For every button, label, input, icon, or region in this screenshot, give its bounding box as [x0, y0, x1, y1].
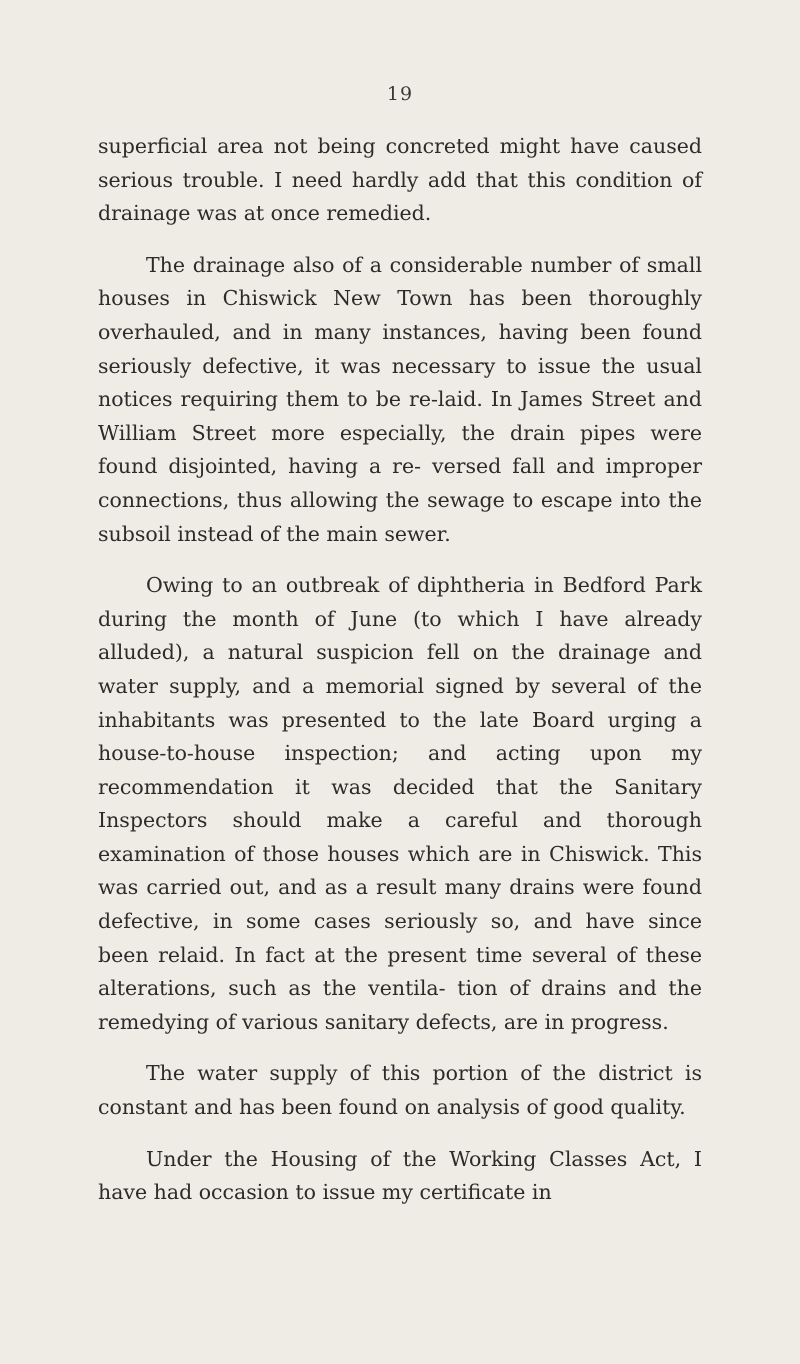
- paragraph-water-supply: The water supply of this portion of the district is constant and has been found on analysis of good quality.: [98, 1061, 702, 1120]
- paragraph-chiswick-new-town-drainage: The drainage also of a considerable number of small houses in Chiswick New Town has been thoroughly overhauled, and in many instances, having been found seriously defective, it was necessary to issue the usual notices requiring them to be re-laid. In James Street and William Street more especially, the drain pipes were found disjointed, having a re- versed fall and improper connections, thus allowing the sewage to escape into the subsoil instead of the main sewer.: [98, 252, 702, 546]
- page-number: 19: [386, 83, 414, 105]
- paragraph-diphtheria-outbreak: Owing to an outbreak of diphtheria in Bedford Park during the month of June (to which I have already alluded), a natural suspicion fell on the drainage and water supply, and a memorial signed by several of the inhabitants was presented to the late Board urging a house-to-house inspection; and acting upon my recommendation it was decided that the Sanitary Inspectors should make a careful and thorough examination of those houses which are in Chiswick. This was carried out, and as a result many drains were found defective, in some cases seriously so, and have since been relaid. In fact at the present time several of these alterations, such as the ventila- tion of drains and the remedying of various sanitary defects, are in progress.: [98, 573, 702, 1034]
- paragraph-housing-act: Under the Housing of the Working Classes Act, I have had occasion to issue my certificate in: [98, 1146, 702, 1205]
- body-text: [98, 130, 702, 1210]
- paragraph-continuation: superficial area not being concreted might have caused serious trouble. I need hardly add that this condition of drainage was at once remedied.: [98, 134, 702, 226]
